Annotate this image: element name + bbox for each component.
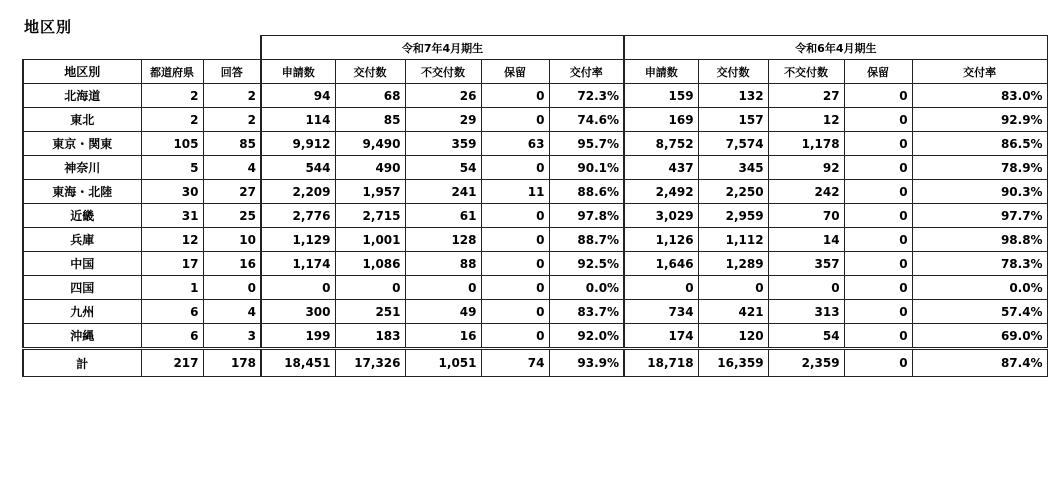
r7-not-issued: 26 [405,84,481,108]
r7-issued: 17,326 [335,349,405,377]
prefecture-count: 30 [141,180,203,204]
r7-pending: 0 [481,300,549,324]
r6-not-issued: 70 [768,204,844,228]
r7-pending: 0 [481,252,549,276]
r6-not-issued: 12 [768,108,844,132]
r6-issue-rate: 57.4% [912,300,1047,324]
total-row [23,349,1047,377]
region-table [22,35,1048,377]
r7-applications: 544 [261,156,335,180]
col-r7-not-issued: 不交付数 [405,60,481,84]
region-name: 中国 [23,252,141,276]
r6-issued: 421 [698,300,768,324]
col-prefectures: 都道府県 [141,60,203,84]
r6-not-issued: 242 [768,180,844,204]
r6-applications: 437 [624,156,698,180]
region-name: 北海道 [23,84,141,108]
r6-issued: 2,250 [698,180,768,204]
region-name: 神奈川 [23,156,141,180]
table-row [23,228,1047,252]
r7-issue-rate: 92.5% [549,252,624,276]
col-r6-applications: 申請数 [624,60,698,84]
r7-applications: 2,209 [261,180,335,204]
r7-applications: 9,912 [261,132,335,156]
r6-pending: 0 [844,156,912,180]
r7-not-issued: 49 [405,300,481,324]
r6-issued: 2,959 [698,204,768,228]
region-name: 四国 [23,276,141,300]
r7-issued: 1,957 [335,180,405,204]
prefecture-count: 31 [141,204,203,228]
r7-issued: 0 [335,276,405,300]
r7-applications: 94 [261,84,335,108]
r6-issue-rate: 69.0% [912,324,1047,349]
prefecture-count: 2 [141,108,203,132]
response-count: 16 [203,252,261,276]
r6-pending: 0 [844,276,912,300]
r7-applications: 114 [261,108,335,132]
col-r6-pending: 保留 [844,60,912,84]
r7-not-issued: 359 [405,132,481,156]
col-responses: 回答 [203,60,261,84]
r6-not-issued: 27 [768,84,844,108]
r7-issued: 183 [335,324,405,349]
r6-pending: 0 [844,228,912,252]
r7-issue-rate: 88.7% [549,228,624,252]
response-count: 25 [203,204,261,228]
r7-pending: 0 [481,204,549,228]
response-count: 4 [203,156,261,180]
table-body [23,84,1047,377]
region-name: 沖縄 [23,324,141,349]
r6-issued: 132 [698,84,768,108]
r6-pending: 0 [844,84,912,108]
r7-issue-rate: 72.3% [549,84,624,108]
r7-issue-rate: 90.1% [549,156,624,180]
r6-not-issued: 92 [768,156,844,180]
table-row [23,324,1047,349]
prefecture-count: 12 [141,228,203,252]
prefecture-count: 6 [141,300,203,324]
r7-pending: 63 [481,132,549,156]
r6-issued: 1,112 [698,228,768,252]
r6-pending: 0 [844,132,912,156]
r7-pending: 0 [481,84,549,108]
r7-issue-rate: 74.6% [549,108,624,132]
period-header-row [23,36,1047,60]
r6-not-issued: 313 [768,300,844,324]
response-count: 178 [203,349,261,377]
r6-applications: 3,029 [624,204,698,228]
header-blank [23,36,261,60]
prefecture-count: 1 [141,276,203,300]
r7-applications: 1,129 [261,228,335,252]
r6-applications: 734 [624,300,698,324]
r7-issue-rate: 0.0% [549,276,624,300]
r7-issue-rate: 88.6% [549,180,624,204]
r7-not-issued: 54 [405,156,481,180]
r6-issue-rate: 87.4% [912,349,1047,377]
col-r7-pending: 保留 [481,60,549,84]
r7-pending: 0 [481,108,549,132]
r7-issued: 85 [335,108,405,132]
period-header-r6: 令和6年4月期生 [624,36,1047,60]
col-r6-issue-rate: 交付率 [912,60,1047,84]
r6-issue-rate: 83.0% [912,84,1047,108]
r7-not-issued: 88 [405,252,481,276]
table-row [23,300,1047,324]
r6-not-issued: 2,359 [768,349,844,377]
response-count: 2 [203,108,261,132]
r6-applications: 169 [624,108,698,132]
r7-pending: 0 [481,228,549,252]
prefecture-count: 17 [141,252,203,276]
r7-issued: 2,715 [335,204,405,228]
r7-issue-rate: 95.7% [549,132,624,156]
table-row [23,84,1047,108]
r6-issue-rate: 90.3% [912,180,1047,204]
r7-issued: 1,086 [335,252,405,276]
r6-issued: 0 [698,276,768,300]
r6-pending: 0 [844,204,912,228]
col-r7-applications: 申請数 [261,60,335,84]
r7-not-issued: 29 [405,108,481,132]
response-count: 10 [203,228,261,252]
response-count: 3 [203,324,261,349]
region-name: 九州 [23,300,141,324]
r7-issue-rate: 92.0% [549,324,624,349]
r7-pending: 11 [481,180,549,204]
r6-pending: 0 [844,349,912,377]
r7-pending: 0 [481,276,549,300]
region-name: 東北 [23,108,141,132]
section-title: 地区別 [24,18,73,36]
response-count: 85 [203,132,261,156]
r6-applications: 174 [624,324,698,349]
col-region: 地区別 [23,60,141,84]
prefecture-count: 5 [141,156,203,180]
r7-applications: 18,451 [261,349,335,377]
r6-issue-rate: 86.5% [912,132,1047,156]
period-header-r7: 令和7年4月期生 [261,36,624,60]
r6-pending: 0 [844,180,912,204]
prefecture-count: 217 [141,349,203,377]
r6-issued: 157 [698,108,768,132]
r7-pending: 0 [481,156,549,180]
r7-applications: 300 [261,300,335,324]
col-r6-not-issued: 不交付数 [768,60,844,84]
r7-issued: 1,001 [335,228,405,252]
response-count: 0 [203,276,261,300]
table-row [23,132,1047,156]
table-row [23,276,1047,300]
table-row [23,108,1047,132]
col-r7-issued: 交付数 [335,60,405,84]
r6-applications: 159 [624,84,698,108]
table-row [23,180,1047,204]
r6-pending: 0 [844,108,912,132]
r6-not-issued: 0 [768,276,844,300]
r6-not-issued: 1,178 [768,132,844,156]
r7-issue-rate: 93.9% [549,349,624,377]
r6-applications: 2,492 [624,180,698,204]
region-name: 計 [23,349,141,377]
r6-issue-rate: 97.7% [912,204,1047,228]
prefecture-count: 6 [141,324,203,349]
r6-applications: 1,126 [624,228,698,252]
region-name: 東海・北陸 [23,180,141,204]
r7-not-issued: 61 [405,204,481,228]
r7-issued: 68 [335,84,405,108]
r7-not-issued: 128 [405,228,481,252]
r7-issued: 251 [335,300,405,324]
table-row [23,204,1047,228]
r6-issued: 120 [698,324,768,349]
r7-issued: 9,490 [335,132,405,156]
prefecture-count: 2 [141,84,203,108]
r7-issue-rate: 83.7% [549,300,624,324]
col-r7-issue-rate: 交付率 [549,60,624,84]
r6-issued: 7,574 [698,132,768,156]
r7-not-issued: 1,051 [405,349,481,377]
region-name: 東京・関東 [23,132,141,156]
r7-not-issued: 16 [405,324,481,349]
r7-applications: 2,776 [261,204,335,228]
r7-applications: 1,174 [261,252,335,276]
r6-issued: 16,359 [698,349,768,377]
r7-pending: 74 [481,349,549,377]
r6-applications: 0 [624,276,698,300]
r6-applications: 18,718 [624,349,698,377]
r6-pending: 0 [844,252,912,276]
column-header-row [23,60,1047,84]
r6-not-issued: 54 [768,324,844,349]
r7-not-issued: 0 [405,276,481,300]
col-r6-issued: 交付数 [698,60,768,84]
r7-pending: 0 [481,324,549,349]
r6-issue-rate: 78.3% [912,252,1047,276]
r7-applications: 0 [261,276,335,300]
table-row [23,156,1047,180]
r6-issue-rate: 98.8% [912,228,1047,252]
response-count: 4 [203,300,261,324]
r6-issued: 1,289 [698,252,768,276]
r6-pending: 0 [844,324,912,349]
prefecture-count: 105 [141,132,203,156]
region-name: 近畿 [23,204,141,228]
r7-issue-rate: 97.8% [549,204,624,228]
r7-issued: 490 [335,156,405,180]
r7-applications: 199 [261,324,335,349]
response-count: 27 [203,180,261,204]
r6-issued: 345 [698,156,768,180]
r6-pending: 0 [844,300,912,324]
r6-not-issued: 357 [768,252,844,276]
response-count: 2 [203,84,261,108]
r6-issue-rate: 78.9% [912,156,1047,180]
r6-issue-rate: 92.9% [912,108,1047,132]
r6-applications: 8,752 [624,132,698,156]
r6-issue-rate: 0.0% [912,276,1047,300]
r6-applications: 1,646 [624,252,698,276]
region-name: 兵庫 [23,228,141,252]
table-row [23,252,1047,276]
r6-not-issued: 14 [768,228,844,252]
r7-not-issued: 241 [405,180,481,204]
